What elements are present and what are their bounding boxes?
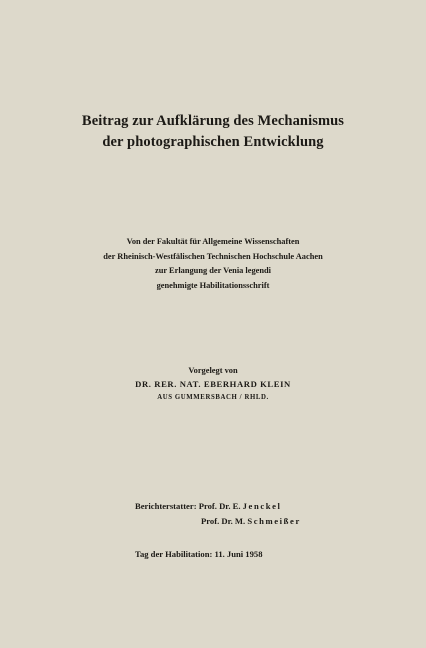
dissertation-statement: [0, 235, 426, 293]
title-line-1: Beitrag zur Aufklärung des Mechanismus: [81, 113, 345, 129]
author-origin: AUS GUMMERSBACH / RHLD.: [157, 394, 269, 401]
dissertation-line-1: Von der Fakultät für Allgemeine Wissenschaften: [126, 237, 300, 246]
referee-row-2: [135, 514, 301, 529]
referees-block: [135, 499, 301, 528]
referee-2-name: Schmeißer: [247, 515, 301, 526]
dissertation-line-3: zur Erlangung der Venia legendi: [154, 266, 272, 275]
presented-by-block: [0, 364, 426, 405]
document-title: [0, 111, 426, 153]
referee-1-title: Prof. Dr. E.: [198, 501, 241, 511]
referee-2-title: Prof. Dr. M.: [201, 515, 246, 526]
referees-label: Berichterstatter:: [135, 501, 197, 511]
author-name: DR. RER. NAT. EBERHARD KLEIN: [135, 378, 291, 389]
dissertation-line-2: der Rheinisch-Westfälischen Technischen Hochschule Aachen: [103, 251, 323, 261]
habilitation-date: Tag der Habilitation: 11. Juni 1958: [135, 549, 263, 559]
dissertation-line-4: genehmigte Habilitationsschrift: [156, 280, 270, 290]
referee-1-name: Jenckel: [242, 501, 282, 511]
presented-label: Vorgelegt von: [188, 366, 238, 375]
referee-row-1: [135, 499, 301, 514]
title-line-2: der photographischen Entwicklung: [102, 134, 324, 150]
